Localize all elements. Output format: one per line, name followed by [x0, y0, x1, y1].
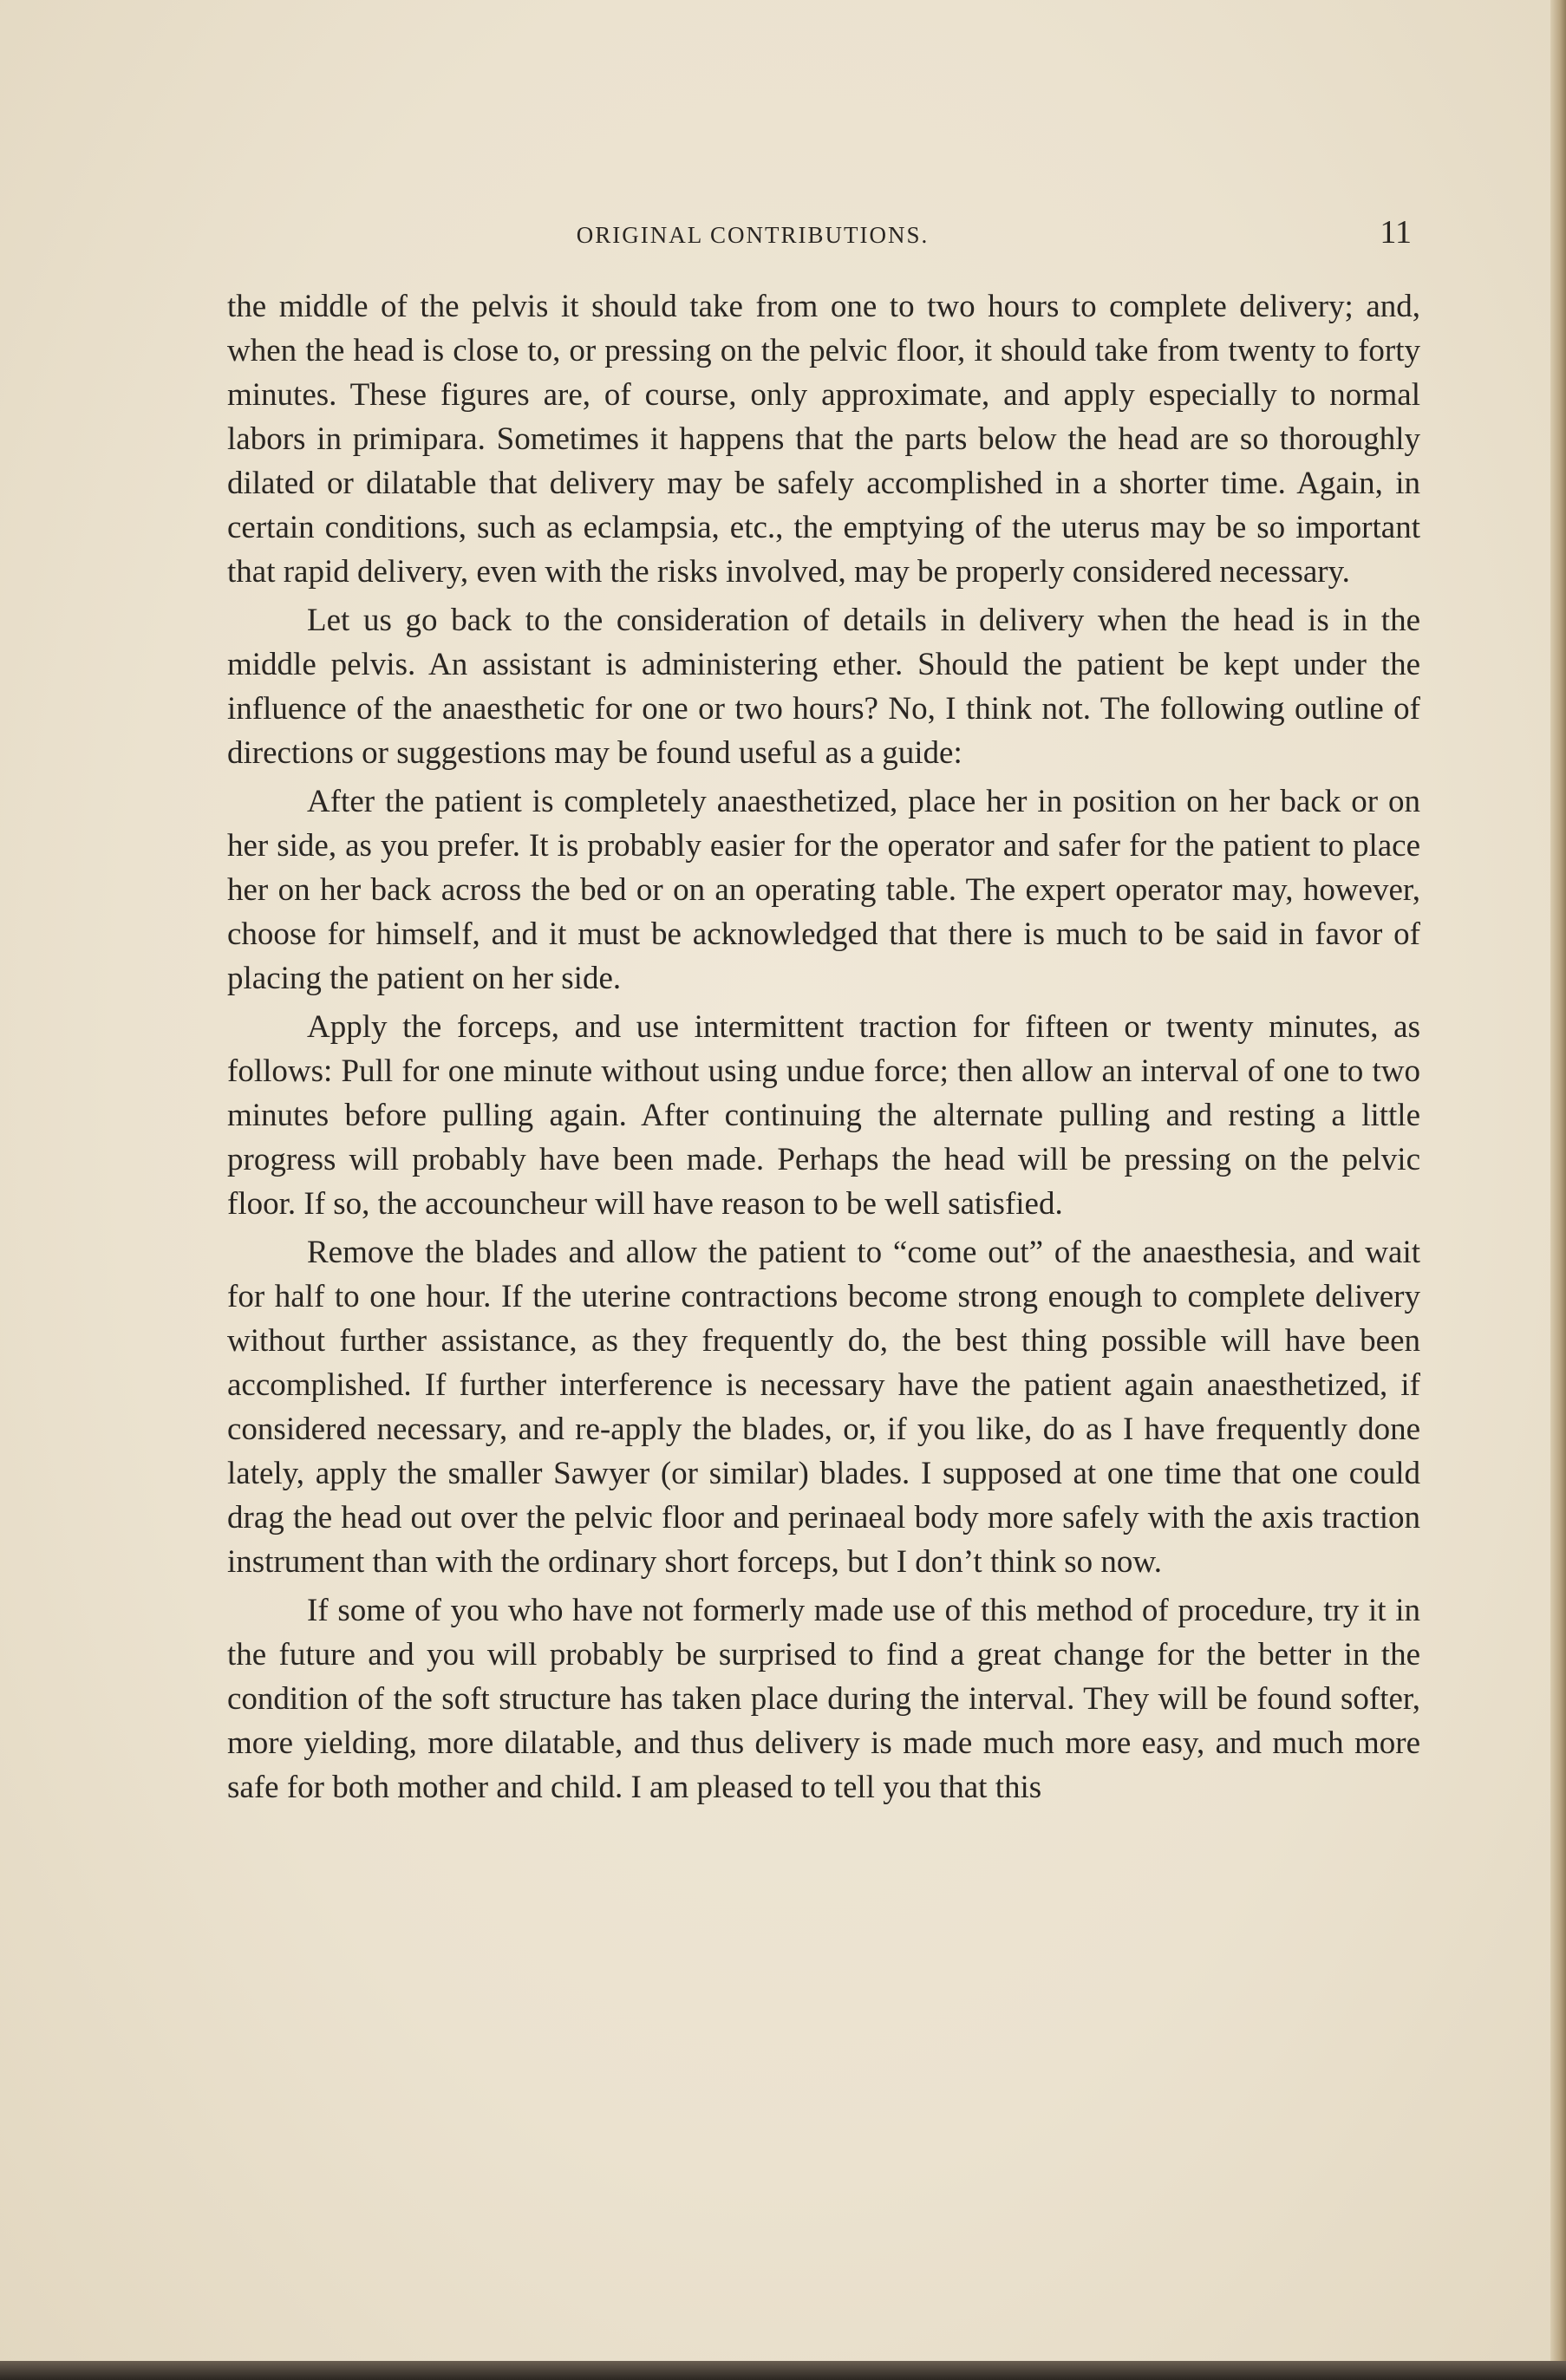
page-bottom-edge — [0, 2361, 1566, 2380]
running-head: ORIGINAL CONTRIBUTIONS. — [576, 222, 930, 248]
paragraph: the middle of the pelvis it should take from one to two hours to complete delivery; and, when the head is close to, or pressing on the pelvic floor, it should take from twenty to forty minutes. These figures are, of course, only approximate, and apply especially to normal labors in primipara. Sometimes it happens that the parts below the head are so thoroughly dilated or dilatable that delivery may be safely accomplished in a shorter time. Again, in certain conditions, such as eclampsia, etc., the emptying of the uterus may be so important that rapid delivery, even with the risks involved, may be properly considered necessary. — [227, 289, 1420, 590]
paragraph: If some of you who have not formerly made use of this method of procedure, try it in the future and you will probably be surprised to find a great change for the better in the condition of the soft structure has taken place during the interval. They will be found softer, more yielding, more dilatable, and thus delivery is made much more easy, and much more safe for both mother and child. I am pleased to tell you that this — [227, 1593, 1420, 1805]
page-number: 11 — [1380, 214, 1412, 251]
page-header — [232, 213, 1412, 257]
paragraph: After the patient is completely anaesthetized, place her in position on her back or on her side, as you prefer. It is probably easier for the operator and safer for the patient to place her on her back across the bed or on an operating table. The expert operator may, however, choose for himself, and it must be acknowledged that there is much to be said in favor of placing the patient on her side. — [227, 784, 1420, 996]
paragraph: Let us go back to the consideration of details in delivery when the head is in the middle pelvis. An assistant is administering ether. Should the patient be kept under the influence of the anaesthetic for one or two hours? No, I think not. The following outline of directions or suggestions may be found useful as a guide: — [227, 603, 1420, 771]
paragraph: Remove the blades and allow the patient to “come out” of the anaesthesia, and wait for half to one hour. If the uterine contractions become strong enough to complete delivery without further assistance, as they frequently do, the best thing possible will have been accomplished. If further interference is necessary have the patient again anaesthetized, if considered necessary, and re-apply the blades, or, if you like, do as I have frequently done lately, apply the smaller Sawyer (or similar) blades. I supposed at one time that one could drag the head out over the pelvic floor and perinaeal body more safely with the axis traction instrument than with the ordinary short forceps, but I don’t think so now. — [227, 1235, 1420, 1580]
paragraph: Apply the forceps, and use intermittent traction for fifteen or twenty minutes, as follows: Pull for one minute without using undue force; then allow an interval of one to two minutes before pulling again. After continuing the alternate pulling and resting a little progress will probably have been made. Perhaps the head will be pressing on the pelvic floor. If so, the accouncheur will have reason to be well satisfied. — [227, 1009, 1420, 1222]
body-text — [227, 284, 1420, 1814]
page-edge-shadow — [1550, 0, 1566, 2380]
